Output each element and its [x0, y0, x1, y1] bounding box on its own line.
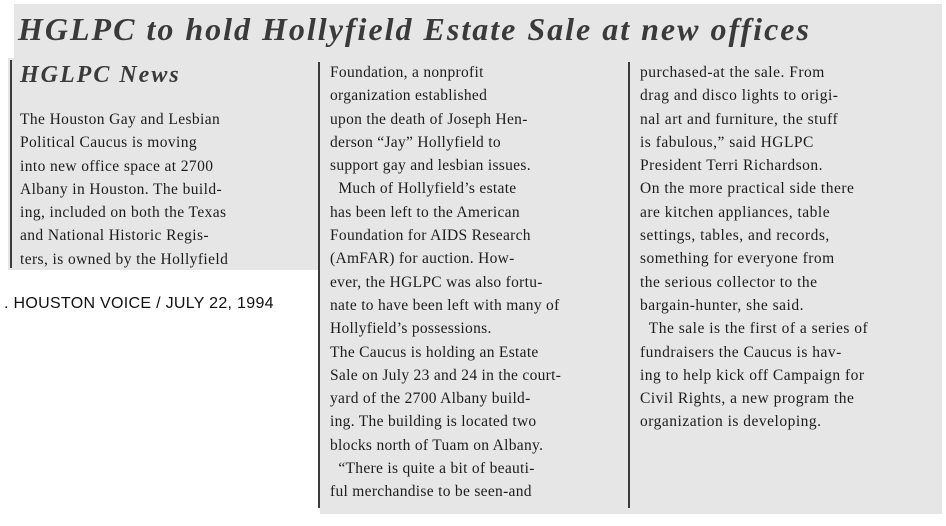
text-line: Much of Hollyfield’s estate [330, 180, 517, 198]
text-line: upon the death of Joseph Hen- [330, 110, 528, 128]
text-line: purchased-at the sale. From [640, 64, 825, 81]
text-line: Sale on July 23 and 24 in the court- [330, 366, 562, 384]
text-line: Civil Rights, a new program the [640, 390, 855, 408]
text-line: Political Caucus is moving [20, 134, 198, 152]
text-line: Foundation for AIDS Research [330, 227, 531, 245]
text-line: are kitchen appliances, table [640, 203, 831, 221]
text-line: nal art and furniture, the stuff [640, 110, 839, 128]
text-line: organization established [330, 87, 488, 105]
text-line: On the more practical side there [640, 180, 855, 198]
text-line: The Caucus is holding an Estate [330, 343, 539, 361]
text-line: ing to help kick off Campaign for [640, 366, 865, 384]
text-line: and National Historic Regis- [20, 227, 209, 245]
column-rule-1 [318, 62, 320, 508]
text-line: settings, tables, and records, [640, 227, 830, 245]
text-line: (AmFAR) for auction. How- [330, 250, 515, 268]
text-line: is fabulous,” said HGLPC [640, 133, 814, 151]
text-line: bargain-hunter, she said. [640, 296, 804, 314]
text-line: Albany in Houston. The build- [20, 180, 223, 198]
text-line: Foundation, a nonprofit [330, 64, 484, 81]
text-line: has been left to the American [330, 203, 520, 221]
section-kicker: HGLPC News [20, 62, 181, 88]
text-line: ever, the HGLPC was also fortu- [330, 273, 543, 291]
text-line: blocks north of Tuam on Albany. [330, 436, 544, 454]
column-rule-2 [628, 62, 630, 508]
text-line: The sale is the first of a series of [640, 320, 869, 338]
text-line: nate to have been left with many of [330, 296, 560, 314]
text-line: the serious collector to the [640, 273, 818, 291]
text-line: Hollyfield’s possessions. [330, 320, 492, 338]
headline: HGLPC to hold Hollyfield Estate Sale at new offices [18, 11, 811, 47]
text-line: ing. The building is located two [330, 413, 537, 431]
text-line: President Terri Richardson. [640, 157, 824, 175]
text-line: ful merchandise to be seen-and [330, 483, 532, 501]
article-column-2 [330, 61, 626, 504]
text-line: fundraisers the Caucus is hav- [640, 343, 842, 361]
column-rule-left [10, 60, 12, 268]
text-line: something for everyone from [640, 250, 835, 268]
text-line: ters, is owned by the Hollyfield [20, 250, 229, 268]
article-column-3 [640, 61, 938, 434]
publication-byline: . HOUSTON VOICE / JULY 22, 1994 [4, 295, 274, 312]
text-line: ing, included on both the Texas [20, 204, 227, 222]
text-line: drag and disco lights to origi- [640, 87, 839, 105]
text-line: “There is quite a bit of beauti- [330, 460, 535, 478]
text-line: into new office space at 2700 [20, 157, 214, 175]
text-line: yard of the 2700 Albany build- [330, 390, 531, 408]
text-line: derson “Jay” Hollyfield to [330, 133, 501, 151]
text-line: The Houston Gay and Lesbian [20, 111, 221, 128]
article-column-1 [20, 108, 312, 271]
text-line: organization is developing. [640, 413, 822, 431]
text-line: support gay and lesbian issues. [330, 157, 531, 175]
